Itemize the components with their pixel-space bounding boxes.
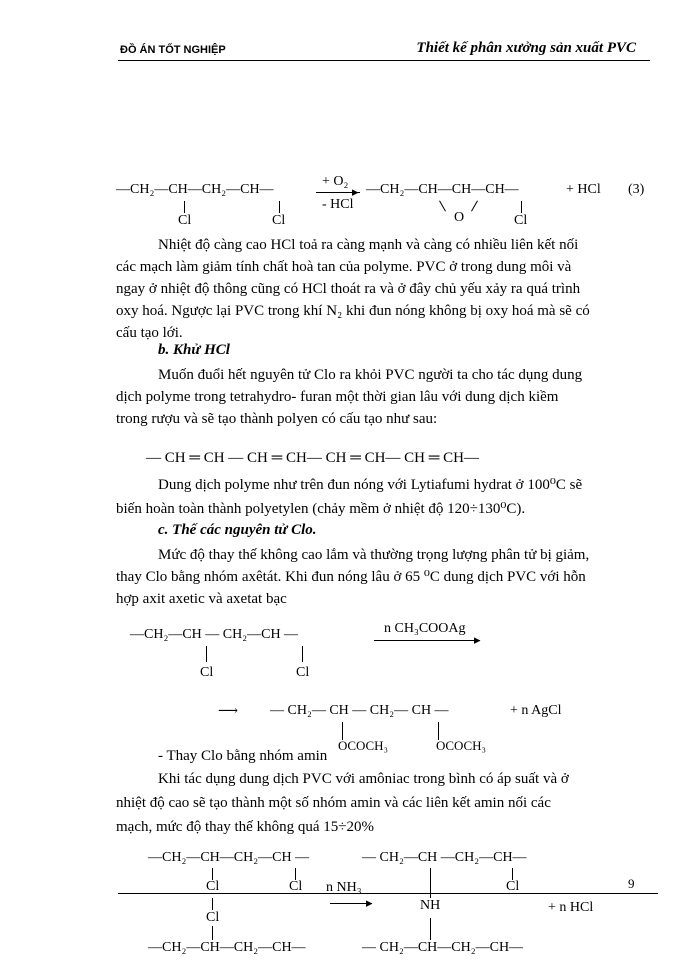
bond	[206, 646, 207, 662]
page-number: 9	[628, 876, 635, 891]
bond	[430, 918, 431, 940]
paragraph-line: Dung dịch polyme như trên đun nóng với Lytiafumi hydrat ở 100⁰C sẽ	[158, 477, 583, 493]
reaction4-agcl: + n AgCl	[510, 703, 562, 718]
epoxide-bond	[471, 201, 478, 212]
paragraph-line: trong rượu và sẽ tạo thành polyen có cấu tạo như sau:	[116, 411, 438, 427]
arrow-head: ▸	[366, 895, 373, 910]
acetate-group: OCOCH₃	[338, 738, 389, 753]
paragraph-line: Muốn đuổi hết nguyên tử Clo ra khỏi PVC người ta cho tác dụng dung	[158, 367, 583, 383]
chlorine-label: Cl	[206, 879, 220, 894]
chlorine-label: Cl	[200, 665, 214, 680]
reaction4-product: — CH₂— CH — CH₂— CH —	[270, 703, 449, 718]
reaction3-hcl: + HCl	[566, 182, 601, 197]
paragraph-line: cấu tạo lới.	[116, 325, 183, 341]
bond	[279, 201, 280, 213]
bond	[212, 926, 213, 940]
section-heading-b: b. Khử HCl	[158, 342, 230, 358]
paragraph-line: nhiệt độ cao sẽ tạo thành một số nhóm amin và các liên kết amin nối các	[116, 795, 551, 811]
chlorine-label: Cl	[296, 665, 310, 680]
paragraph-line: hợp axit axetic và axetat bạc	[116, 591, 287, 607]
paragraph-line: các mạch làm giảm tính chất hoà tan của polyme. PVC ở trong dung môi và	[116, 259, 572, 275]
amine-bridge: NH	[420, 898, 441, 913]
bond	[521, 201, 522, 213]
reaction4-reactant: —CH₂—CH — CH₂—CH —	[130, 627, 299, 642]
epoxide-oxygen: O	[454, 210, 465, 225]
section-heading-c: c. Thế các nguyên tử Clo.	[158, 522, 317, 538]
paragraph-line: oxy hoá. Ngược lại PVC trong khí N₂ khi đun nóng không bị oxy hoá mà sẽ có	[116, 303, 590, 319]
paragraph-line: ngay ở nhiệt độ thông cũng có HCl thoát ra và ở đây chủ yếu xảy ra quá trình	[116, 281, 581, 297]
arrow-head: ▸	[474, 632, 481, 647]
bond	[184, 201, 185, 213]
bond	[212, 898, 213, 910]
polyene-structure: — CH ═ CH — CH ═ CH— CH ═ CH— CH ═ CH—	[146, 450, 479, 466]
acetate-group: OCOCH₃	[436, 738, 487, 753]
paragraph-line: dịch polyme trong tetrahydro- furan một thời gian lâu với dung dịch kiềm	[116, 389, 559, 405]
chlorine-label: Cl	[514, 213, 528, 228]
chlorine-label: Cl	[272, 213, 286, 228]
paragraph-line: biến hoàn toàn thành polyetylen (chảy mềm ở nhiệt độ 120÷130⁰C).	[116, 501, 526, 517]
paragraph-line: Nhiệt độ càng cao HCl toả ra càng mạnh và càng có nhiều liên kết nối	[158, 237, 579, 253]
header-divider	[118, 60, 650, 61]
chlorine-label: Cl	[178, 213, 192, 228]
reaction3-reactant: —CH₂—CH—CH₂—CH—	[116, 182, 274, 197]
reaction3-product: —CH₂—CH—CH—CH—	[366, 182, 519, 197]
reagent-above-arrow: n CH₃COOAg	[384, 621, 466, 636]
header-left-title: ĐỒ ÁN TỐT NGHIỆP	[120, 44, 226, 56]
byproduct-below-arrow: - HCl	[322, 197, 354, 212]
chlorine-label: Cl	[289, 879, 303, 894]
reaction5-top-right: — CH₂—CH —CH₂—CH—	[362, 850, 527, 865]
header-right-title: Thiết kế phân xưởng sản xuất PVC	[416, 40, 636, 56]
chlorine-label: Cl	[506, 879, 520, 894]
bullet-item: - Thay Clo bằng nhóm amin	[158, 748, 328, 764]
reaction5-bottom-left: —CH₂—CH—CH₂—CH—	[148, 940, 306, 955]
paragraph-line: thay Clo bằng nhóm axêtát. Khi đun nóng lâu ở 65 ⁰C dung dịch PVC với hỗn	[116, 569, 586, 585]
arrow-head: ▸	[352, 184, 359, 199]
reaction-arrow	[374, 640, 480, 641]
chlorine-label: Cl	[206, 910, 220, 925]
paragraph-line: Khi tác dụng dung dịch PVC với amôniac trong bình có áp suất và ở	[158, 771, 569, 787]
reagent-above-arrow: n NH₃	[326, 880, 362, 895]
equation-number: (3)	[628, 182, 645, 197]
reagent-above-arrow: + O₂	[322, 174, 349, 189]
continuation-arrow: ⟶	[218, 704, 239, 719]
paragraph-line: mạch, mức độ thay thế không quá 15÷20%	[116, 819, 374, 835]
reaction5-hcl: + n HCl	[548, 900, 594, 915]
reaction5-bottom-right: — CH₂—CH—CH₂—CH—	[362, 940, 524, 955]
paragraph-line: Mức độ thay thế không cao lắm và thường trọng lượng phân tử bị giảm,	[158, 547, 590, 563]
bond	[302, 646, 303, 662]
reaction5-top-left: —CH₂—CH—CH₂—CH —	[148, 850, 310, 865]
footer-divider	[118, 893, 658, 894]
epoxide-bond	[439, 201, 446, 212]
